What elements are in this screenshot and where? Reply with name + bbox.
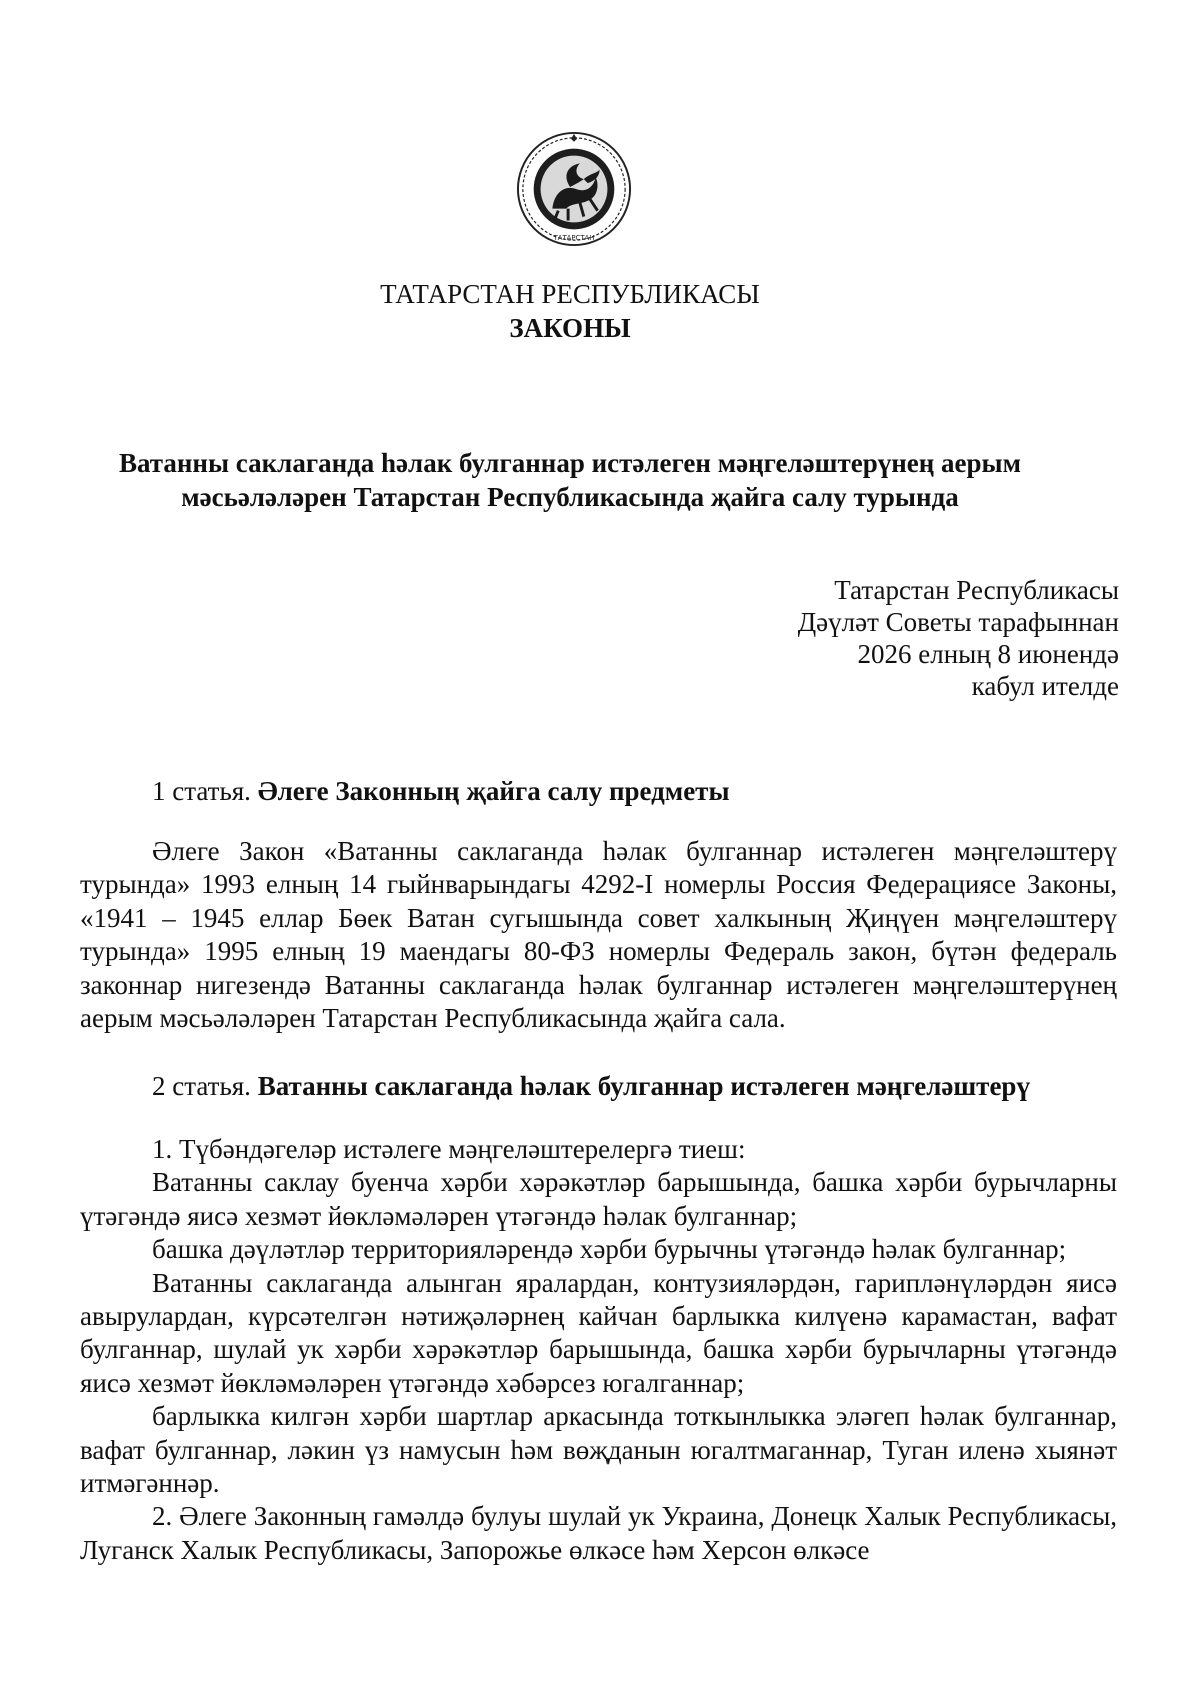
article-2-number: 2 статья. [152,1071,251,1101]
article-2-paragraph: 2. Әлеге Законның гамәлдә булуы шулай ук Украина, Донецк Халык Республикасы, Луганск Халык Республикасы, Запорожье өлкәсе һәм Херсон өлкәсе [80,1501,1117,1565]
emblem-ring-text: ТАТАРСТАН [553,234,595,243]
law-title-line-1: Ватанны саклаганда һәлак булганнар истәлеген мәңгеләштерүнең аерым [118,448,1022,478]
article-2-paragraph: башка дәүләтләр территорияләрендә хәрби бурычны үтәгәндә һәлак булганнар; [152,1234,1067,1265]
law-title-line-2: мәсьәләләрен Татарстан Республикасында җайга салу турында [181,482,959,512]
article-2-paragraph: Ватанны саклау буенча хәрби хәрәкәтләр барышында, башка хәрби бурычларны үтәгәндә яисә хезмәт йөкләмәләрен үтәгәндә һәлак булганнар; [80,1167,1117,1231]
adoption-line-2: Дәүләт Советы тарафыннан [797,607,1119,637]
adoption-line-3: 2026 елның 8 июнендә [857,639,1119,669]
article-1-body [80,835,1117,1035]
document-type: ЗАКОНЫ [509,313,631,343]
adoption-line-4: кабул ителде [971,671,1119,701]
article-2-paragraph: Ватанны саклаганда алынган яралардан, контузияләрдән, гарипләнүләрдән яисә авырулардан, күрсәтелгән нәтиҗәләрнең кайчан барлыкка килүенә карамастан, вафат булганнар, шулай ук хәрби хәрәкәтләр барышында, башка хәрби бурычларны үтәгәндә яисә хезмәт йөкләмәләрен үтәгәндә хәбәрсез югалганнар; [80,1267,1117,1398]
adoption-note [798,574,1119,702]
article-2-paragraph: 1. Түбәндәгеләр истәлеге мәңгеләштерелергә тиеш: [152,1134,746,1164]
republic-name: ТАТАРСТАН РЕСПУБЛИКАСЫ [380,279,760,309]
article-1-heading [152,775,730,807]
article-2-heading [152,1070,1030,1102]
law-title [0,446,1140,514]
adoption-line-1: Татарстан Республикасы [834,575,1119,605]
article-2-body [80,1133,1117,1567]
article-1-paragraph: Әлеге Закон «Ватанны саклаганда һәлак булганнар истәлеген мәңгеләштерү турында» 1993 елның 14 гыйнварындагы 4292-I номерлы Россия Федерациясе Законы, «1941 – 1945 еллар Бөек Ватан сугышында совет халкының Җиңүен мәңгеләштерү турында» 1995 елның 19 маендагы 80-ФЗ номерлы Федераль закон, бүтән федераль законнар нигезендә Ватанны саклаганда һәлак булганнар истәлеген мәңгеләштерүнең аерым мәсьәләләрен Татарстан Республикасында җайга сала. [80,836,1117,1034]
article-1-title: Әлеге Законның җайга салу предметы [257,776,730,806]
coat-of-arms-icon [515,130,633,248]
article-2-paragraph: барлыкка килгән хәрби шартлар аркасында тоткынлыкка эләгеп һәлак булганнар, вафат булганнар, ләкин үз намусын һәм вөҗданын югалтмаганнар, Туган иленә хыянәт итмәгәннәр. [80,1401,1117,1499]
article-2-title: Ватанны саклаганда һәлак булганнар истәлеген мәңгеләштерү [257,1071,1030,1101]
article-1-number: 1 статья. [152,776,251,806]
